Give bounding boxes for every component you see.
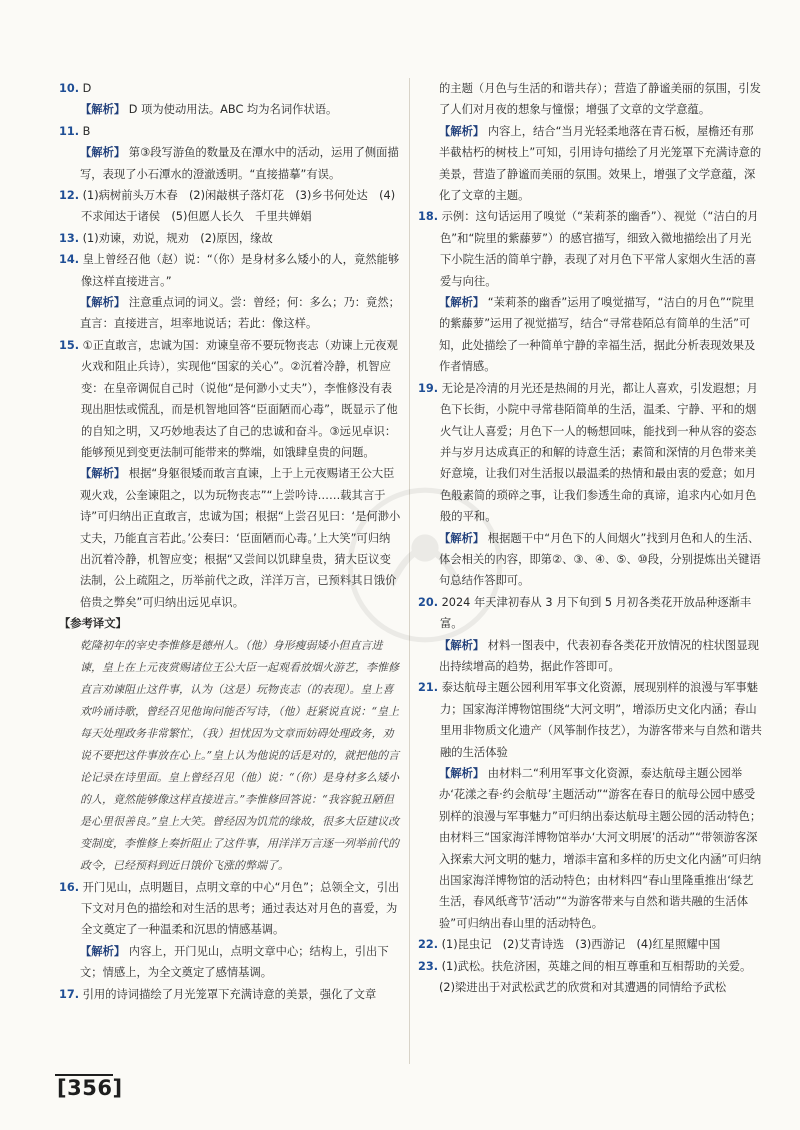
analysis-text: 内容上，开门见山，点明文章中心；结构上，引出下文；情感上，为全文奠定了感情基调。: [80, 944, 389, 980]
answer-item: [59, 78, 401, 99]
analysis-tag: 【解析】: [80, 296, 126, 310]
right-column: [418, 78, 762, 998]
page-number: [356]: [57, 1076, 123, 1100]
continued-text: (2)梁进出于对武松武艺的欣赏和对其遭遇的同情给予武松: [439, 981, 727, 995]
analysis-paragraph: [59, 142, 401, 185]
analysis-paragraph: [59, 99, 401, 120]
analysis-paragraph: [59, 292, 401, 335]
question-number: 14.: [59, 253, 80, 267]
analysis-tag: 【解析】: [80, 467, 126, 481]
answer-text: 2024 年天津初春从 3 月下旬到 5 月初各类花开放品种逐渐丰富。: [440, 595, 752, 631]
question-number: 12.: [59, 189, 80, 203]
analysis-text: 注意重点词的词义。尝：曾经；何：多么；乃：竟然；直言：直接进言，坦率地说话；若此：像这样。: [80, 296, 400, 331]
question-number: 10.: [59, 82, 80, 95]
answer-text: (1)武松。扶危济困，英雄之间的相互尊重和互相帮助的关爱。: [441, 959, 752, 973]
question-number: 18.: [418, 210, 439, 224]
analysis-text: 第③段写游鱼的数量及在潭水中的活动，运用了侧面描写，表现了小石潭水的澄澈透明。“直接描摹”有误。: [80, 146, 399, 181]
analysis-text: 内容上，结合“当月光轻柔地落在青石板，屋檐还有那半截枯朽的树枝上”可知，引用诗句描绘了月光笼罩下充满诗意的美景，营造了静谧而美丽的氛围。效果上，增强了文学意蕴，深化了文章的主题。: [439, 124, 762, 203]
analysis-text: 由材料二“利用军事文化资源，泰达航母主题公园举办‘花漾之春·约会航母’主题活动”“游客在春日的航母公园中感受别样的浪漫与军事魅力”可归纳出泰达航母主题公园的活动特色；由材料三“国家海洋博物馆举办‘大河文明展’的活动”“带领游客深入探索大河文明的魅力，增添丰富和多样的历史文化内涵”可归纳出国家海洋博物馆的活动特色；由材料四“春山里隆重推出‘绿艺生活，春风纸鸢节’活动”“为游客带来与自然和谐共融的生活体验”可归纳出春山里的活动特色。: [439, 767, 762, 930]
question-number: 11.: [59, 124, 80, 138]
question-number: 19.: [418, 381, 439, 395]
analysis-tag: 【解析】: [439, 767, 485, 780]
analysis-tag: 【解析】: [80, 103, 126, 117]
answer-item: [418, 592, 762, 635]
question-number: 16.: [59, 880, 80, 894]
analysis-tag: 【解析】: [439, 531, 485, 545]
answer-item: [418, 956, 762, 977]
answer-text: 皇上曾经召他（赵）说：“（你）是身材多么矮小的人，竟然能够像这样直接进言。”: [81, 253, 400, 288]
answer-text: (1)昆虫记 (2)艾青诗选 (3)西游记 (4)红星照耀中国: [441, 938, 721, 952]
continued-text: 的主题（月色与生活的和谐共存）；营造了静谧美丽的氛围，引发了人们对月夜的想象与憧憬；增强了文章的文学意蕴。: [439, 82, 761, 117]
analysis-tag: 【解析】: [439, 296, 485, 310]
analysis-paragraph: [418, 635, 762, 678]
answer-text: D: [82, 82, 92, 95]
analysis-tag: 【解析】: [80, 146, 126, 160]
analysis-paragraph: [418, 121, 762, 207]
reference-translation-heading: 【参考译文】: [59, 617, 127, 631]
analysis-text: 根据题干中“月色下的人间烟火”找到月色和人的生活、体会相关的内容，即第②、③、④、⑤、⑩段，分别提炼出关键语句总结作答即可。: [439, 531, 761, 588]
analysis-text: D 项为使动用法。ABC 均为名词作状语。: [128, 103, 338, 117]
answer-item: [418, 677, 762, 763]
question-number: 21.: [418, 681, 439, 695]
analysis-tag: 【解析】: [439, 124, 485, 138]
question-number: 17.: [59, 987, 80, 1001]
answer-item: [59, 335, 401, 463]
answer-item: [59, 121, 401, 142]
analysis-tag: 【解析】: [80, 944, 126, 958]
answer-item: [59, 984, 401, 1005]
answer-item: [418, 378, 762, 528]
answer-item: [418, 934, 762, 955]
answer-item: [59, 185, 401, 228]
analysis-text: 材料一图表中，代表初春各类花开放情况的柱状图显现出持续增高的趋势，据此作答即可。: [439, 638, 759, 673]
answer-text: B: [82, 124, 91, 138]
analysis-text: “茉莉茶的幽香”运用了嗅觉描写，“洁白的月色”“院里的紫藤萝”运用了视觉描写，结合“寻常巷陌总有简单的生活”可知，此处描绘了一种简单宁静的幸福生活，据此分析表现效果及作者情感。: [439, 296, 756, 374]
left-column: [59, 78, 401, 1005]
analysis-tag: 【解析】: [439, 638, 485, 652]
answer-text: 无论是冷清的月光还是热闹的月光，都让人喜欢，引发遐想；月色下长街，小院中寻常巷陌简单的生活，温柔、宁静、平和的烟火气让人喜爱；月色下一人的畅想回味，能找到一种从容的姿态并与岁月达成真正的和解的诗意生活；素简和深情的月色带来美好意境，让我们对生活报以最温柔的热情和最由衷的爱意；如月色般素简的琐碎之事，让我们参透生命的真谛，追求内心如月色般的平和。: [440, 381, 758, 524]
question-number: 20.: [418, 595, 439, 609]
answer-text: 开门见山，点明题目，点明文章的中心“月色”；总领全文，引出下文对月色的描绘和对生活的思考；通过表达对月色的喜爱，为全文奠定了一种温柔和沉思的情感基调。: [81, 880, 400, 937]
analysis-paragraph: [418, 292, 762, 378]
answer-item: [59, 228, 401, 249]
question-number: 22.: [418, 938, 439, 952]
answer-item: [59, 877, 401, 941]
answer-text: (1)劝谏，劝说，规劝 (2)原因，缘故: [82, 231, 273, 245]
analysis-paragraph: [418, 528, 762, 592]
question-number: 13.: [59, 231, 80, 245]
answer-text: 示例：这句话运用了嗅觉（“茉莉茶的幽香”）、视觉（“洁白的月色”和“院里的紫藤萝”）的感官描写，细致入微地描绘出了月光下小院生活的简单宁静，表现了对月色下平常人家烟火生活的喜爱与向往。: [440, 210, 759, 288]
answer-text: ①正直敢言，忠诚为国：劝谏皇帝不要玩物丧志（劝谏上元夜观火戏和阻止兵诗），实现他“国家的关心”。②沉着冷静，机智应变：在皇帝调侃自己时（说他“是何渺小丈夫”），李惟修没有表现出胆怯或慌乱，而是机智地回答“臣面陋而心毒”，既显示了他的自知之明，又巧妙地表达了自己的忠诚和奋斗。③远见卓识：能够预见到变更法制可能带来的弊端，如饿肆皇贵的问题。: [81, 338, 398, 459]
analysis-text: 根据“身躯很矮而敢言直谏，上于上元夜赐诸王公大臣观火戏，公奎谏阻之，以为玩物丧志”“上尝吟诗……载其言于诗”可归纳出正直敢言，忠诚为国；根据“上尝召见曰：‘是何渺小丈夫，乃能直言若此。’公奏曰：‘臣面陋而心毒。’上大笑”可归纳出沉着冷静，机智应变；根据“又尝间以饥肆皇贵，猜大臣议变法制，公上疏阻之，历举前代之政，洋洋万言，已预料其日饿价倍贵之弊矣”可归纳出远见卓识。: [80, 467, 401, 609]
answer-text: 泰达航母主题公园利用军事文化资源，展现别样的浪漫与军事魅力；国家海洋博物馆围绕“大河文明”，增添历史文化内涵；春山里用非物质文化遗产（风筝制作技艺），为游客带来与自然和谐共融的生活体验: [440, 681, 762, 759]
answer-text: (1)病树前头万木春 (2)闲敲棋子落灯花 (3)乡书何处达 (4)不求闻达于诸侯 (5)但愿人长久 千里共婵娟: [81, 189, 396, 224]
question-number: 15.: [59, 338, 80, 352]
question-number: 23.: [418, 959, 439, 973]
analysis-paragraph: [59, 463, 401, 613]
analysis-paragraph: [418, 763, 762, 934]
answer-text: 引用的诗词描绘了月光笼罩下充满诗意的美景，强化了文章: [82, 987, 377, 1001]
answer-item: [59, 249, 401, 292]
answer-item: [418, 206, 762, 292]
translation-text: 乾隆初年的宰史李惟修是德州人。（他）身形瘦弱矮小但直言进谏，皇上在上元夜赏赐诸位王公大臣一起观看放烟火游艺，李惟修直言劝谏阻止这件事，认为（这是）玩物丧志（的表现）。皇上喜欢吟诵诗歌，曾经召见他询问能否写诗，（他）赶紧说直说：“皇上每天处理政务非常繁忙，（我）担忧因为文章而妨碍处理政务，劝说不要把这件事放在心上。”皇上认为他说的话是对的，就把他的言论记录在诗里面。皇上曾经召见（他）说：“（你）是身材多么矮小的人，竟然能够像这样直接进言。”李惟修回答说：“我容貌丑陋但是心里很善良。”皇上大笑。曾经因为饥荒的缘故，很多大臣建议改变制度，李惟修上奏折阻止了这件事，用洋洋万言逐一列举前代的政令，已经预料到近日饿价飞涨的弊端了。: [80, 638, 400, 872]
analysis-paragraph: [59, 941, 401, 984]
